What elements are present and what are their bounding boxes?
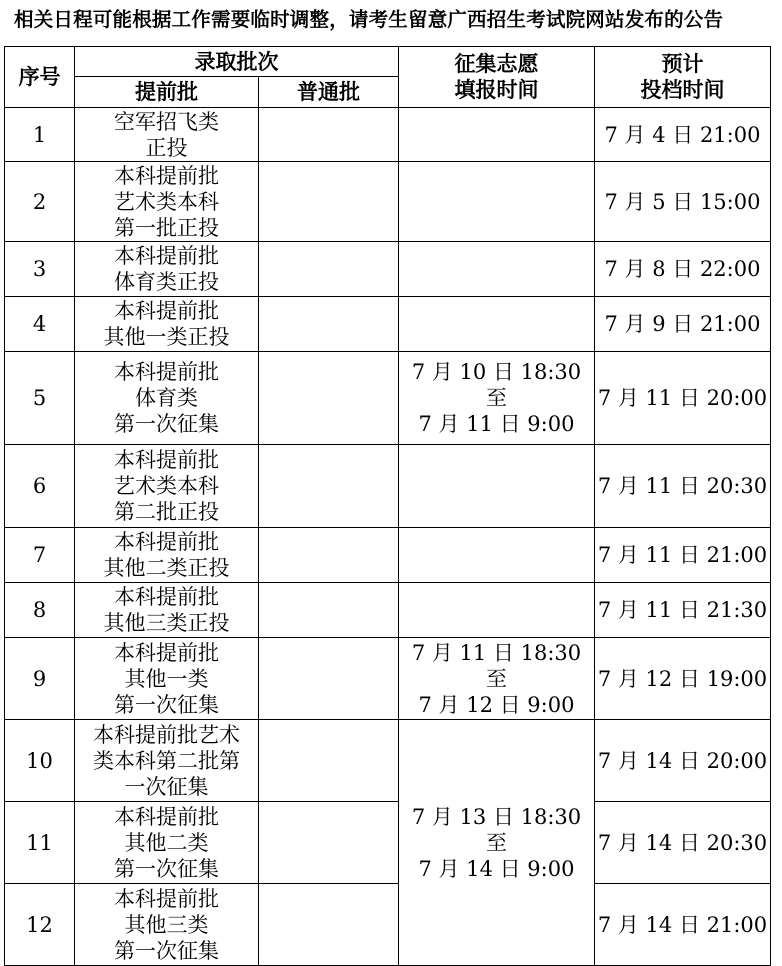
batch-cell [75, 108, 259, 162]
batch-cell [75, 297, 259, 352]
batch-line: 其他三类 [124, 912, 209, 937]
header-planned-line: 投档时间 [640, 77, 725, 102]
batch-cell [75, 445, 259, 528]
table-row [5, 242, 771, 297]
batch-line: 类本科第二批第 [93, 748, 240, 773]
regular-batch-cell [259, 297, 399, 352]
batch-line: 其他二类 [124, 830, 209, 855]
regular-batch-cell [259, 108, 399, 162]
batch-line: 本科提前批 [114, 640, 219, 665]
solicit-cell [399, 528, 595, 583]
batch-line: 第一次征集 [114, 856, 219, 881]
seq-cell: 10 [5, 720, 75, 802]
batch-line: 第一批正投 [114, 215, 219, 240]
batch-cell [75, 638, 259, 720]
header-seq: 序号 [5, 47, 75, 108]
batch-line: 本科提前批 [114, 244, 219, 268]
batch-cell [75, 720, 259, 802]
batch-cell [75, 242, 259, 297]
regular-batch-cell [259, 802, 399, 884]
solicit-line: 7 月 12 日 9:00 [418, 692, 575, 717]
seq-cell: 5 [5, 352, 75, 445]
batch-line: 本科提前批 [114, 360, 219, 384]
regular-batch-cell [259, 720, 399, 802]
table-row [5, 638, 771, 720]
regular-batch-cell [259, 352, 399, 445]
seq-cell: 2 [5, 162, 75, 242]
planned-time-cell: 7 月 12 日 19:00 [595, 638, 771, 720]
table-row [5, 108, 771, 162]
regular-batch-cell [259, 242, 399, 297]
header-solicit-time [399, 47, 595, 108]
solicit-line: 7 月 11 日 9:00 [418, 412, 575, 436]
solicit-window-cell [399, 352, 595, 445]
table-row [5, 884, 771, 966]
planned-time-cell: 7 月 5 日 15:00 [595, 162, 771, 242]
solicit-line: 至 [486, 666, 507, 691]
regular-batch-cell [259, 528, 399, 583]
seq-cell: 7 [5, 528, 75, 583]
seq-cell: 8 [5, 583, 75, 638]
planned-time-cell: 7 月 4 日 21:00 [595, 108, 771, 162]
table-row [5, 720, 771, 802]
header-planned-line: 预计 [661, 51, 704, 76]
table-row [5, 297, 771, 352]
batch-line: 本科提前批 [114, 530, 219, 554]
batch-line: 第一次征集 [114, 412, 219, 436]
batch-line: 第二批正投 [114, 500, 219, 524]
header-solicit-line: 填报时间 [454, 77, 539, 102]
header-planned-time [595, 47, 771, 108]
table-row [5, 162, 771, 242]
planned-time-cell: 7 月 9 日 21:00 [595, 297, 771, 352]
solicit-line: 7 月 14 日 9:00 [418, 856, 575, 881]
batch-line: 本科提前批艺术 [93, 722, 240, 747]
batch-cell [75, 583, 259, 638]
regular-batch-cell [259, 638, 399, 720]
solicit-line: 7 月 11 日 18:30 [411, 640, 582, 665]
batch-line: 其他三类正投 [103, 611, 230, 635]
solicit-line: 至 [486, 830, 507, 855]
table-row [5, 445, 771, 528]
seq-cell: 4 [5, 297, 75, 352]
planned-time-cell: 7 月 11 日 20:30 [595, 445, 771, 528]
batch-line: 本科提前批 [114, 163, 219, 188]
table-row [5, 352, 771, 445]
batch-line: 其他一类 [124, 666, 209, 691]
batch-line: 第一次征集 [114, 692, 219, 717]
solicit-line: 7 月 10 日 18:30 [411, 360, 582, 384]
solicit-window-cell [399, 638, 595, 720]
header-batch-group: 录取批次 [75, 47, 399, 77]
solicit-line: 7 月 13 日 18:30 [411, 804, 582, 829]
batch-line: 正投 [145, 135, 188, 160]
table-row [5, 528, 771, 583]
regular-batch-cell [259, 445, 399, 528]
regular-batch-cell [259, 884, 399, 966]
batch-line: 本科提前批 [114, 448, 219, 472]
planned-time-cell: 7 月 11 日 21:30 [595, 583, 771, 638]
batch-line: 其他一类正投 [103, 325, 230, 349]
batch-line: 艺术类本科 [114, 474, 219, 498]
solicit-cell [399, 242, 595, 297]
planned-time-cell: 7 月 8 日 22:00 [595, 242, 771, 297]
table-row [5, 583, 771, 638]
seq-cell: 12 [5, 884, 75, 966]
seq-cell: 3 [5, 242, 75, 297]
admission-schedule-table [4, 46, 771, 966]
table-row [5, 802, 771, 884]
batch-line: 一次征集 [124, 774, 209, 799]
seq-cell: 11 [5, 802, 75, 884]
batch-line: 空军招飞类 [114, 109, 219, 134]
batch-cell [75, 162, 259, 242]
seq-cell: 6 [5, 445, 75, 528]
batch-line: 本科提前批 [114, 804, 219, 829]
regular-batch-cell [259, 583, 399, 638]
solicit-cell [399, 445, 595, 528]
seq-cell: 9 [5, 638, 75, 720]
batch-line: 体育类正投 [114, 270, 219, 294]
solicit-cell [399, 162, 595, 242]
planned-time-cell: 7 月 11 日 21:00 [595, 528, 771, 583]
header-regular-batch: 普通批 [259, 77, 399, 108]
seq-cell: 1 [5, 108, 75, 162]
batch-cell [75, 528, 259, 583]
regular-batch-cell [259, 162, 399, 242]
planned-time-cell: 7 月 11 日 20:00 [595, 352, 771, 445]
planned-time-cell: 7 月 14 日 20:00 [595, 720, 771, 802]
solicit-cell [399, 297, 595, 352]
batch-line: 本科提前批 [114, 886, 219, 911]
batch-cell [75, 352, 259, 445]
batch-line: 体育类 [135, 386, 198, 410]
planned-time-cell: 7 月 14 日 20:30 [595, 802, 771, 884]
batch-line: 其他二类正投 [103, 556, 230, 580]
batch-cell [75, 802, 259, 884]
batch-line: 本科提前批 [114, 585, 219, 609]
planned-time-cell: 7 月 14 日 21:00 [595, 884, 771, 966]
batch-cell [75, 884, 259, 966]
solicit-cell [399, 108, 595, 162]
notice-text: 相关日程可能根据工作需要临时调整，请考生留意广西招生考试院网站发布的公告 [14, 8, 724, 31]
batch-line: 本科提前批 [114, 299, 219, 323]
header-early-batch: 提前批 [75, 77, 259, 108]
batch-line: 艺术类本科 [114, 189, 219, 214]
solicit-cell [399, 583, 595, 638]
solicit-window-cell [399, 720, 595, 966]
solicit-line: 至 [486, 386, 507, 410]
batch-line: 第一次征集 [114, 938, 219, 963]
header-solicit-line: 征集志愿 [454, 51, 539, 76]
